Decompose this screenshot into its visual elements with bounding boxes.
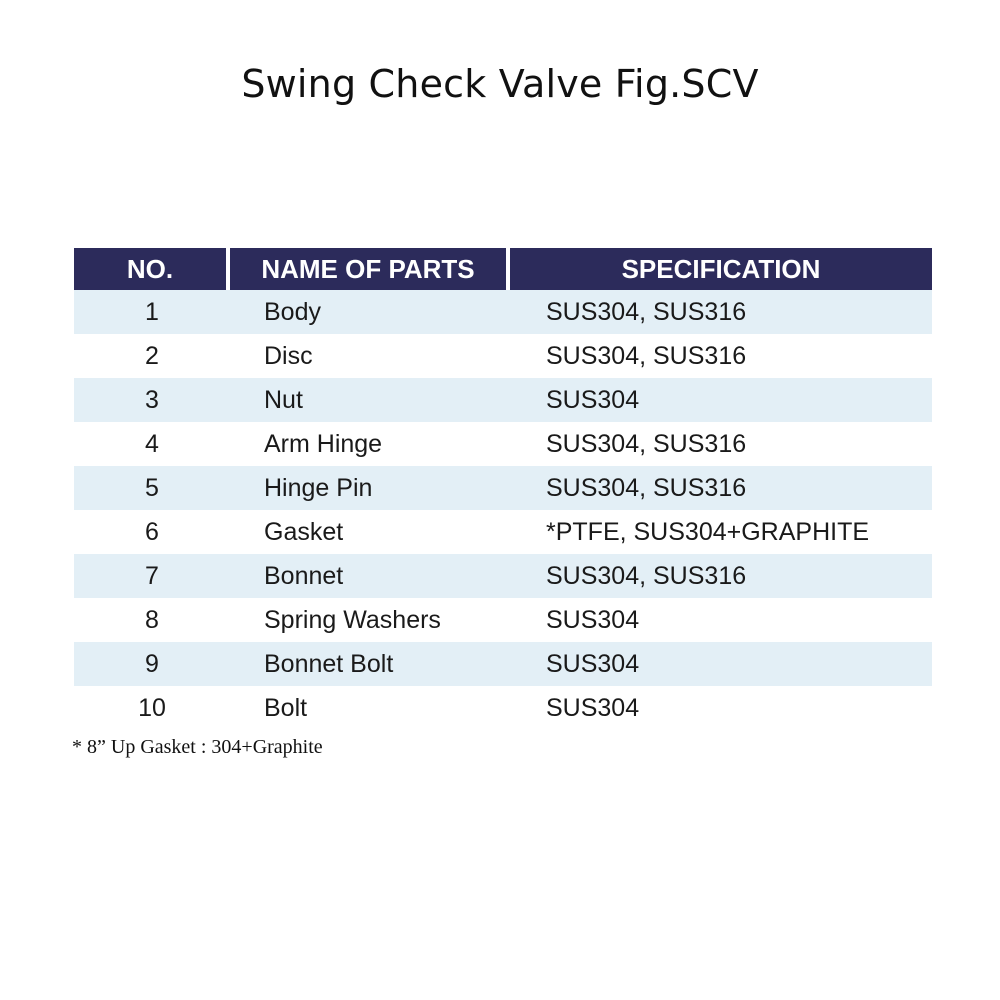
table-row bbox=[74, 378, 932, 422]
part-name: Disc bbox=[264, 341, 313, 370]
part-name: Bonnet Bolt bbox=[264, 649, 394, 678]
table-row bbox=[74, 686, 932, 730]
part-number: 5 bbox=[145, 473, 159, 502]
part-specification: SUS304 bbox=[546, 693, 640, 722]
table-row bbox=[74, 422, 932, 466]
part-specification: SUS304, SUS316 bbox=[546, 561, 747, 590]
part-number: 9 bbox=[145, 649, 159, 678]
part-specification: SUS304 bbox=[546, 385, 640, 414]
part-number: 8 bbox=[145, 605, 159, 634]
header-no: NO. bbox=[74, 248, 226, 290]
table-header bbox=[74, 248, 932, 290]
part-name: Spring Washers bbox=[264, 605, 441, 634]
part-number: 10 bbox=[138, 693, 166, 722]
part-number: 1 bbox=[145, 297, 159, 326]
table-row bbox=[74, 466, 932, 510]
table-row bbox=[74, 334, 932, 378]
part-specification: SUS304, SUS316 bbox=[546, 429, 747, 458]
part-number: 3 bbox=[145, 385, 159, 414]
part-number: 4 bbox=[145, 429, 159, 458]
part-number: 2 bbox=[145, 341, 159, 370]
part-specification: SUS304, SUS316 bbox=[546, 341, 747, 370]
part-name: Bolt bbox=[264, 693, 308, 722]
table-row bbox=[74, 598, 932, 642]
parts-table bbox=[74, 248, 932, 730]
part-specification: SUS304 bbox=[546, 649, 640, 678]
table-row bbox=[74, 290, 932, 334]
part-name: Bonnet bbox=[264, 561, 344, 590]
table-row bbox=[74, 642, 932, 686]
part-specification: SUS304 bbox=[546, 605, 640, 634]
part-name: Body bbox=[264, 297, 321, 326]
part-number: 7 bbox=[145, 561, 159, 590]
footnote: * 8” Up Gasket : 304+Graphite bbox=[72, 736, 323, 758]
part-number: 6 bbox=[145, 517, 159, 546]
part-name: Gasket bbox=[264, 517, 344, 546]
page-title: Swing Check Valve Fig.SCV bbox=[241, 62, 759, 106]
table-row bbox=[74, 510, 932, 554]
header-name-of-parts: NAME OF PARTS bbox=[230, 248, 506, 290]
part-name: Hinge Pin bbox=[264, 473, 373, 502]
part-name: Arm Hinge bbox=[264, 429, 383, 458]
table-row bbox=[74, 554, 932, 598]
part-specification: *PTFE, SUS304+GRAPHITE bbox=[546, 517, 870, 546]
header-specification: SPECIFICATION bbox=[510, 248, 932, 290]
part-specification: SUS304, SUS316 bbox=[546, 473, 747, 502]
part-specification: SUS304, SUS316 bbox=[546, 297, 747, 326]
part-name: Nut bbox=[264, 385, 303, 414]
